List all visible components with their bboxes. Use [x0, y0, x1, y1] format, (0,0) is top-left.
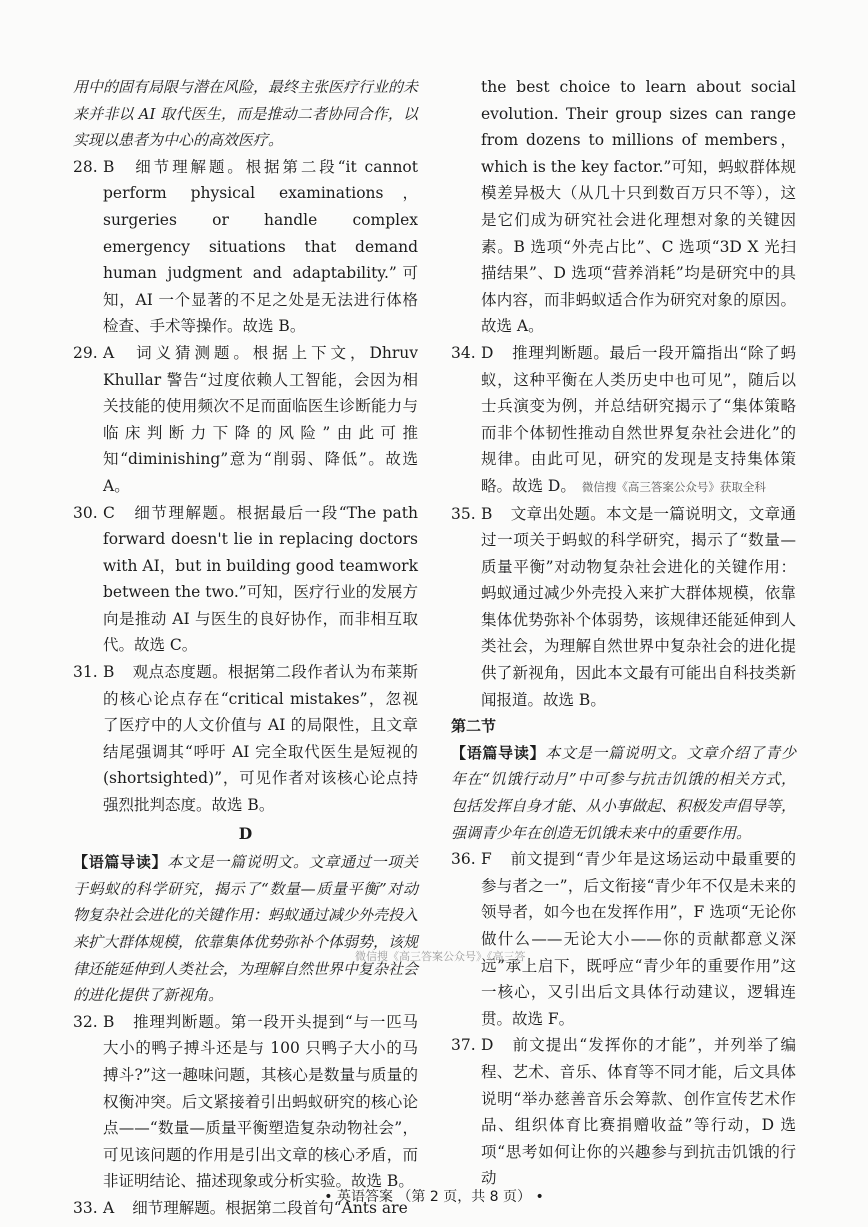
answer-explanation: 词义猜测题。根据上下文，Dhruv Khullar 警告“过度依赖人工智能，会因为相关技能的使用频次不足而面临医生诊断能力与临床判断力下降的风险”由此可推知“diminishing”意为“削弱、降低”。故选 A。 — [103, 343, 418, 495]
answer-letter: A — [103, 343, 115, 362]
answer-31 — [73, 659, 418, 819]
answer-number: 34. — [451, 343, 476, 362]
answer-28 — [73, 154, 418, 340]
guide-tag: 【语篇导读】 — [451, 743, 546, 762]
left-column — [73, 74, 418, 1222]
answer-explanation: 细节理解题。根据第二段“it cannot perform physical examinations，surgeries or handle complex emergency situations that demand human judgment and adaptability.”可知，AI 一个显著的不足之处是无法进行体格检查、手术等操作。故选 B。 — [103, 157, 418, 336]
answer-number: 35. — [451, 504, 476, 523]
answer-explanation: 前文提到“青少年是这场运动中最重要的参与者之一”，后文衔接“青少年不仅是未来的领导者，如今也在发挥作用”，F 选项“无论你做什么——无论大小——你的贡献都意义深远”承上启下，既呼应“青少年的重要作用”这一核心，又引出后文具体行动建议，逻辑连贯。故选 F。 — [481, 850, 796, 1028]
answer-number: 37. — [451, 1036, 476, 1055]
answer-letter: C — [103, 503, 115, 522]
answer-30 — [73, 500, 418, 660]
answer-letter: B — [103, 1012, 115, 1031]
answer-number: 32. — [73, 1012, 98, 1031]
section-two-heading: 第二节 — [451, 717, 497, 736]
answer-letter: B — [103, 663, 115, 682]
answer-37 — [451, 1032, 796, 1192]
answer-explanation: 细节理解题。根据最后一段“The path forward doesn't lie in replacing doctors with AI，but in building good teamwork between the two.”可知，医疗行业的发展方向是推动 AI 与医生的良好协作，而非相互取代。故选 C。 — [103, 503, 418, 655]
answer-letter: F — [481, 850, 492, 869]
guide-tag: 【语篇导读】 — [73, 853, 168, 872]
guide-text: 本文是一篇说明文。文章通过一项关于蚂蚁的科学研究，揭示了“数量—质量平衡”对动物复杂社会进化的关键作用：蚂蚁通过减少外壳投入来扩大群体规模，依靠集体优势弥补个体弱势，该规律还能延伸到人类社会，为理解自然世界中复杂社会的进化提供了新视角。 — [73, 853, 419, 1005]
guide-text: 本文是一篇说明文。文章介绍了青少年在“饥饿行动月”中可参与抗击饥饿的相关方式，包括发挥自身才能、从小事做起、积极发声倡导等，强调青少年在创造无饥饿未来中的重要作用。 — [451, 743, 797, 842]
answer-explanation: 前文提出“发挥你的才能”，并列举了编程、艺术、音乐、体育等不同才能，后文具体说明“举办慈善音乐会筹款、创作宣传艺术作品、组织体育比赛捐赠收益”等行动，D 选项“思考如何让你的兴趣参与到抗击饥饿的行动 — [481, 1036, 796, 1188]
answer-letter: D — [481, 1036, 494, 1055]
passage-guide-section-two — [451, 740, 796, 846]
answer-explanation: 细节理解题。根据第二段首句“Ants are — [132, 1198, 408, 1217]
answer-letter: B — [481, 504, 493, 523]
answer-explanation: 推理判断题。最后一段开篇指出“除了蚂蚁，这种平衡在人类历史中也可见”，随后以士兵演变为例，并总结研究揭示了“集体策略而非个体韧性推动自然世界复杂社会进化”的规律。由此可见，研究的发现是支持集体策略。故选 D。 — [481, 343, 796, 495]
answer-explanation: 推理判断题。第一段开头提到“与一匹马大小的鸭子搏斗还是与 100 只鸭子大小的马搏斗?”这一趣味问题，其核心是数量与质量的权衡冲突。后文紧接着引出蚂蚁研究的核心论点——“数量—质量平衡塑造复杂动物社会”，可见该问题的作用是引出文章的核心矛盾，而非证明结论、描述现象或分析实验。故选 B。 — [103, 1012, 418, 1191]
answer-33-continuation: the best choice to learn about social evolution. Their group sizes can range from dozens to millions of members，which is the key factor.”可知，蚂蚁群体规模差异极大（从几十只到数百万只不等），这是它们成为研究社会进化理想对象的关键因素。B 选项“外壳占比”、C 选项“3D X 光扫描结果”、D 选项“营养消耗”均是研究中的具体内容，而非蚂蚁适合作为研究对象的原因。故选 A。 — [481, 78, 796, 336]
answer-32 — [73, 1009, 418, 1195]
answer-number: 36. — [451, 850, 476, 869]
watermark-overlay: 微信搜《高三答案公众号》《高三答 — [355, 950, 526, 963]
answer-number: 29. — [73, 343, 98, 362]
answer-34 — [451, 340, 796, 501]
answer-explanation: 文章出处题。本文是一篇说明文，文章通过一项关于蚂蚁的科学研究，揭示了“数量—质量平衡”对动物复杂社会进化的关键作用：蚂蚁通过减少外壳投入来扩大群体规模，依靠集体优势弥补个体弱势，该规律还能延伸到人类社会，为理解自然世界中复杂社会的进化提供了新视角，因此本文最有可能出自科技类新闻报道。故选 B。 — [481, 504, 796, 709]
page-footer: • 英语答案 （第 2 页，共 8 页） • — [324, 1189, 544, 1205]
answer-number: 31. — [73, 663, 98, 682]
answer-29 — [73, 340, 418, 500]
intro-continuation: 用中的固有局限与潜在风险，最终主张医疗行业的未来并非以 AI 取代医生，而是推动二者协同合作，以实现以患者为中心的高效医疗。 — [73, 78, 419, 150]
answer-number: 28. — [73, 157, 98, 176]
answer-number: 33. — [73, 1198, 98, 1217]
answer-letter: D — [481, 343, 494, 362]
answer-letter: B — [103, 157, 115, 176]
answer-number: 30. — [73, 503, 98, 522]
passage-guide-d — [73, 849, 418, 1009]
right-column — [451, 74, 796, 1192]
answer-35 — [451, 501, 796, 714]
answer-explanation: 观点态度题。根据第二段作者认为布莱斯的核心论点存在“critical mistakes”，忽视了医疗中的人文价值与 AI 的局限性，且文章结尾强调其“呼吁 AI 完全取代医生是短视的(shortsighted)”，可见作者对该核心论点持强烈批判态度。故选 B。 — [103, 663, 418, 815]
answer-letter: A — [103, 1198, 115, 1217]
section-heading-d: D — [238, 823, 253, 843]
watermark-text: 微信搜《高三答案公众号》获取全科 — [581, 479, 766, 494]
answer-36 — [451, 846, 796, 1032]
